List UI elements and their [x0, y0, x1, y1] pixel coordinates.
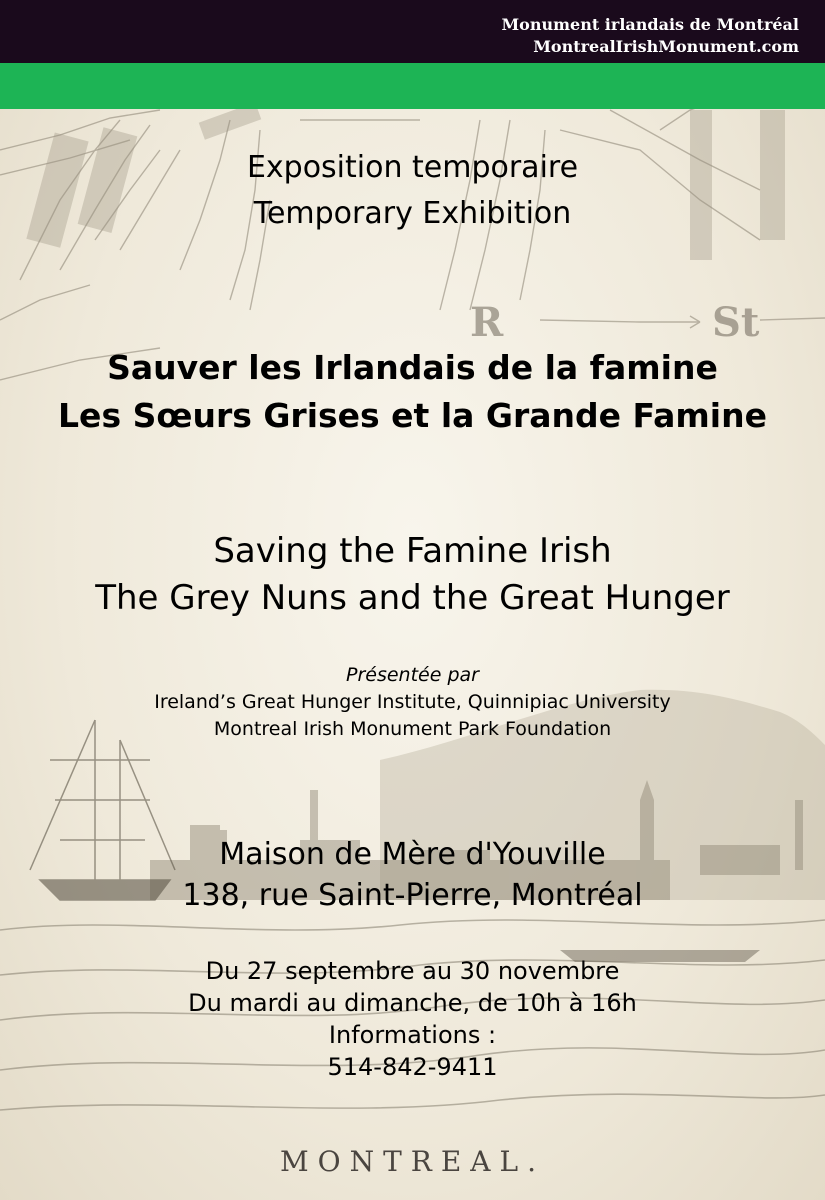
venue-name: Maison de Mère d'Youville: [219, 837, 606, 872]
org-name: Monument irlandais de Montréal: [501, 15, 799, 34]
schedule-dates: Du 27 septembre au 30 novembre: [205, 957, 620, 985]
exhibition-type: [0, 145, 825, 237]
map-letter-r: R: [470, 299, 504, 346]
title-fr-line2: Les Sœurs Grises et la Grande Famine: [58, 396, 767, 435]
venue-address: 138, rue Saint-Pierre, Montréal: [182, 878, 643, 913]
title-fr-line1: Sauver les Irlandais de la famine: [107, 348, 718, 387]
presenter-org-1: Ireland’s Great Hunger Institute, Quinnipiac University: [154, 691, 671, 713]
info-label: Informations :: [328, 1021, 497, 1049]
website-link[interactable]: MontrealIrishMonument.com: [533, 37, 799, 56]
title-en-line2: The Grey Nuns and the Great Hunger: [95, 578, 730, 618]
schedule-hours: Du mardi au dimanche, de 10h à 16h: [188, 989, 637, 1017]
venue: [0, 834, 825, 916]
title-en-line1: Saving the Famine Irish: [213, 531, 612, 571]
title-english: [0, 528, 825, 622]
title-french: [0, 344, 825, 440]
presenter-org-2: Montreal Irish Monument Park Foundation: [213, 718, 612, 740]
green-band: [0, 63, 825, 109]
exhibition-type-en: Temporary Exhibition: [253, 196, 572, 231]
engraving-caption: MONTREAL.: [279, 1145, 546, 1178]
schedule: [0, 955, 825, 1083]
phone-number[interactable]: 514-842-9411: [327, 1053, 498, 1081]
exhibition-type-fr: Exposition temporaire: [246, 150, 579, 185]
presented-label: Présentée par: [346, 664, 479, 686]
header-branding: [501, 14, 799, 58]
map-letters-st: St: [712, 299, 760, 346]
presented-by: [0, 662, 825, 743]
